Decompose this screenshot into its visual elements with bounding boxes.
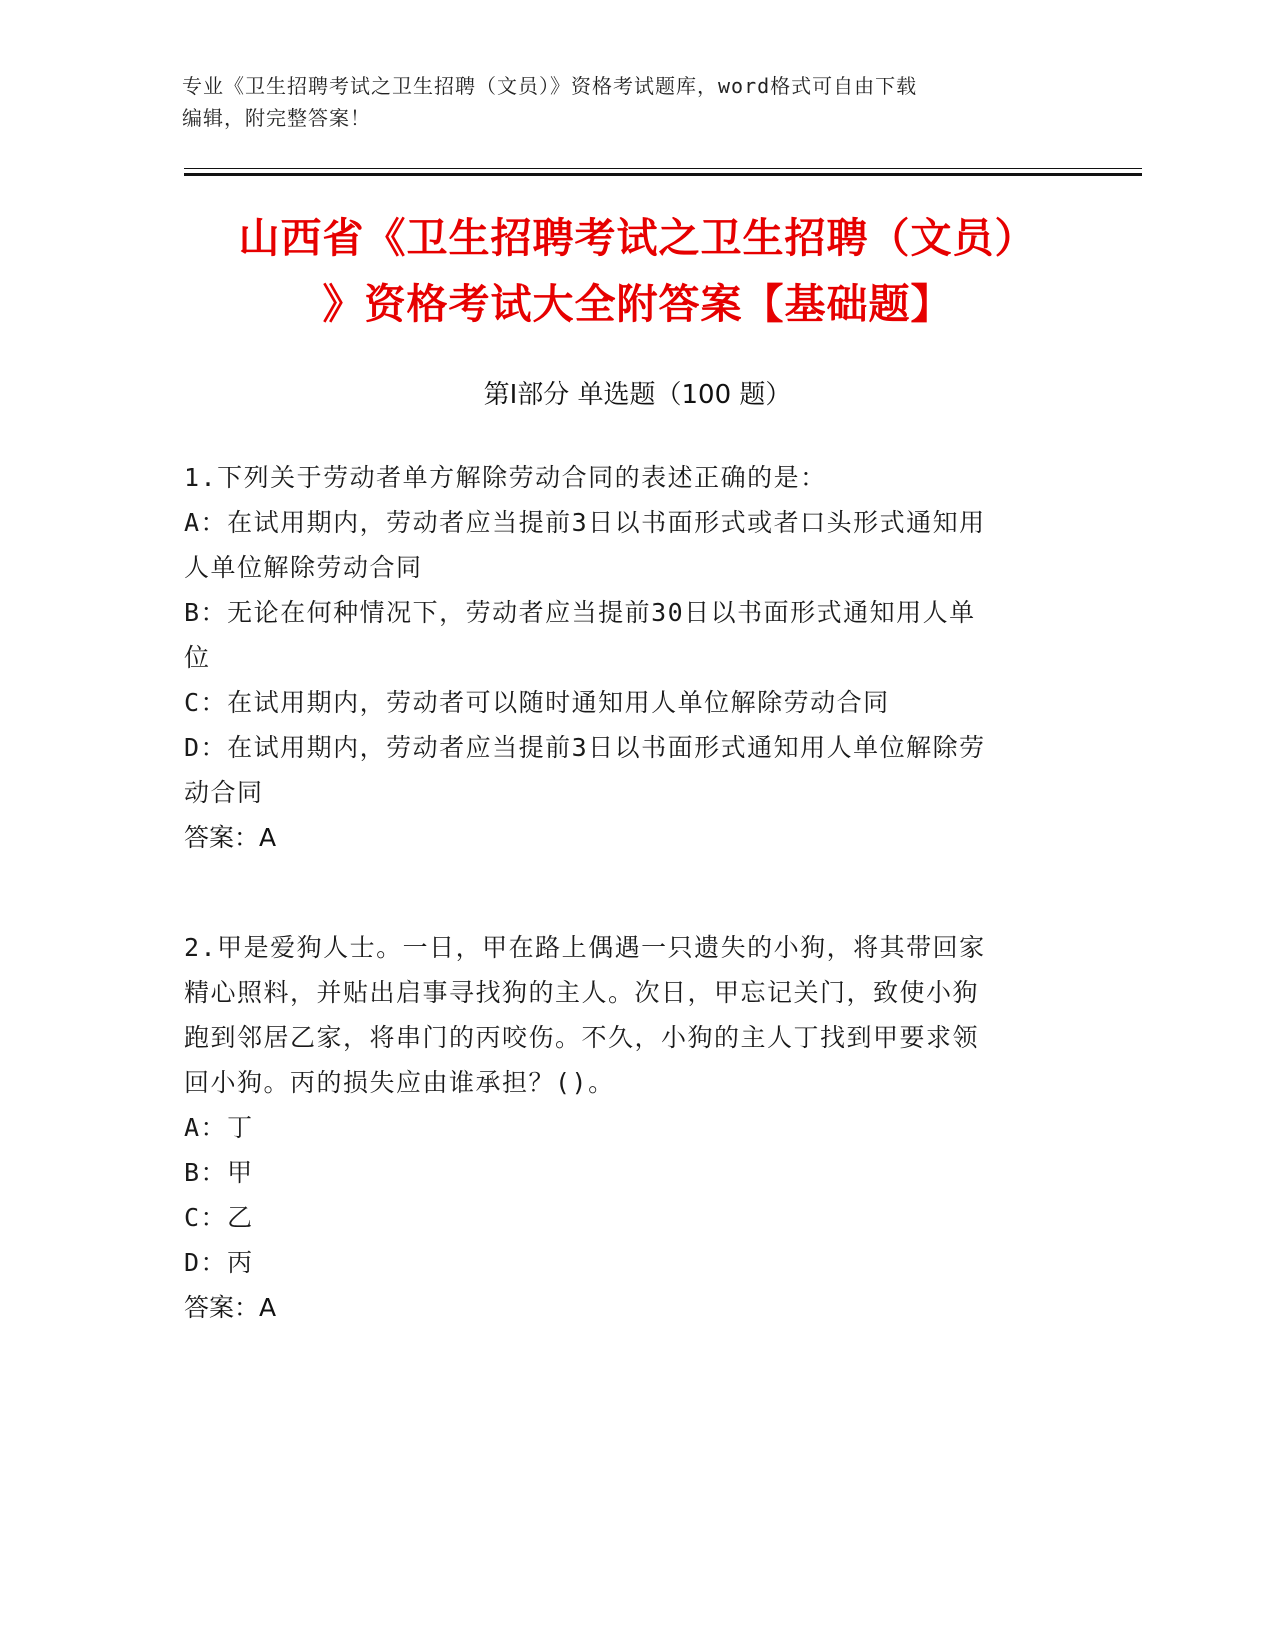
option-a-continued: 人单位解除劳动合同 — [184, 553, 423, 582]
title-line: 》资格考试大全附答案【基础题】 — [322, 280, 953, 328]
question-stem-continued: 精心照料，并贴出启事寻找狗的主人。次日，甲忘记关门，致使小狗 — [184, 978, 980, 1007]
question-stem-continued: 跑到邻居乙家，将串门的丙咬伤。不久，小狗的主人丁找到甲要求领 — [184, 1023, 980, 1052]
header-divider-thick — [184, 173, 1142, 176]
option-key: B： — [184, 598, 228, 627]
option-b — [184, 590, 1064, 635]
option-text: 丁 — [227, 1113, 254, 1142]
option-key: C： — [184, 1203, 228, 1232]
question-1 — [184, 455, 1064, 860]
document-title — [140, 205, 1135, 337]
option-c — [184, 680, 1064, 725]
option-key: D： — [184, 733, 228, 762]
option-key: A： — [184, 508, 228, 537]
header-note-line: 编辑，附完整答案！ — [182, 106, 371, 130]
option-key: A： — [184, 1113, 228, 1142]
answer-line: 答案：A — [184, 823, 277, 852]
option-d — [184, 725, 1064, 770]
question-2 — [184, 925, 1064, 1330]
option-key: C： — [184, 688, 228, 717]
section-title: 第Ⅰ部分 单选题（100 题） — [483, 380, 792, 410]
option-d — [184, 1240, 1064, 1285]
option-a — [184, 500, 1064, 545]
option-key: D： — [184, 1248, 228, 1277]
option-text: 甲 — [227, 1158, 254, 1187]
option-text: 丙 — [227, 1248, 254, 1277]
header-divider-thin — [184, 168, 1142, 169]
question-stem-continued: 回小狗。丙的损失应由谁承担？()。 — [184, 1068, 615, 1097]
option-b-continued: 位 — [184, 643, 211, 672]
header-note — [182, 70, 1062, 134]
question-stem: 2.甲是爱狗人士。一日，甲在路上偶遇一只遗失的小狗，将其带回家 — [184, 933, 986, 962]
option-key: B： — [184, 1158, 228, 1187]
title-line: 山西省《卫生招聘考试之卫生招聘（文员） — [238, 214, 1037, 262]
answer-line: 答案：A — [184, 1293, 277, 1322]
question-stem: 1.下列关于劳动者单方解除劳动合同的表述正确的是： — [184, 463, 827, 492]
option-text: 在试用期内，劳动者可以随时通知用人单位解除劳动合同 — [227, 688, 890, 717]
option-text: 无论在何种情况下，劳动者应当提前30日以书面形式通知用人单 — [227, 598, 976, 627]
option-text: 在试用期内，劳动者应当提前3日以书面形式通知用人单位解除劳 — [227, 733, 986, 762]
option-a — [184, 1105, 1064, 1150]
option-b — [184, 1150, 1064, 1195]
option-d-continued: 动合同 — [184, 778, 264, 807]
header-note-line: 专业《卫生招聘考试之卫生招聘（文员）》资格考试题库，word格式可自由下载 — [182, 74, 918, 98]
option-text: 在试用期内，劳动者应当提前3日以书面形式或者口头形式通知用 — [227, 508, 986, 537]
option-c — [184, 1195, 1064, 1240]
option-text: 乙 — [227, 1203, 254, 1232]
